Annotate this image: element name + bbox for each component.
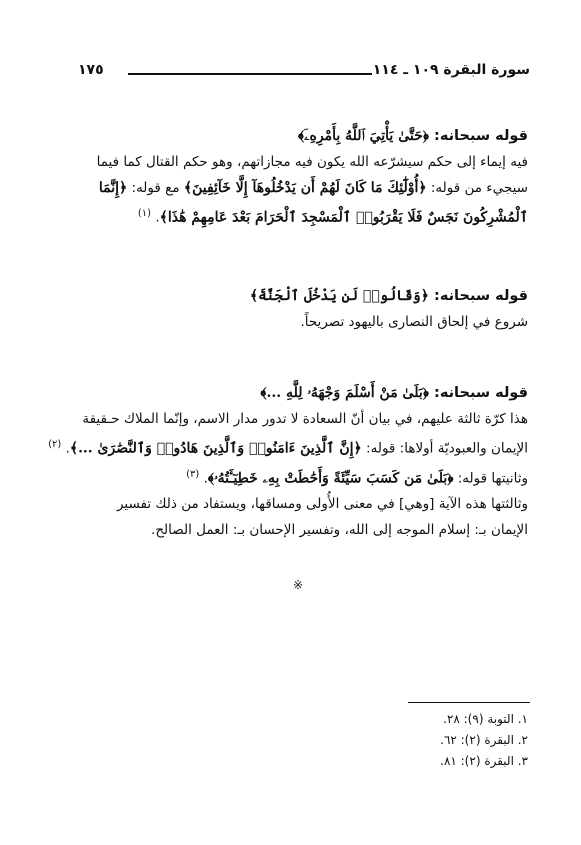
quran-verse: ﴿إِنَّ ٱلَّذِينَ ءَامَنُوا۟ وَٱلَّذِينَ هَادُوا۟ وَٱلنَّصَٰرَىٰ ...﴾ <box>69 440 362 457</box>
quran-verse: ﴿إِنَّمَا <box>98 180 128 196</box>
quran-verse: ٱلْمُشْرِكُونَ نَجَسٌ فَلَا يَقْرَبُوا۟ ٱلْمَسْجِدَ ٱلْحَرَامَ بَعْدَ عَامِهِمْ هَٰذَا﴾ <box>159 209 528 226</box>
footnote-ref: (٢) <box>48 439 62 450</box>
footnote-item: ٣. البقرة (٢): ٨١. <box>440 754 528 768</box>
section-heading: قوله سبحانه: ﴿وَقَالُوا۟ لَن يَدْخُلَ ٱلْجَنَّةَ﴾ <box>249 288 528 304</box>
text-line: هذا كرّة ثالثة عليهم، في بيان أنّ السعادة لا تدور مدار الاسم، وإنّما الملاك حـقيقة <box>82 411 528 427</box>
text-line: شروع في إلحاق النصارى باليهود تصريحاً. <box>300 314 528 330</box>
quran-verse: ﴿حَتَّىٰ يَأْتِيَ ٱللَّهُ بِأَمْرِهِۦٓ﴾ <box>298 128 429 144</box>
footnote-item: ٢. البقرة (٢): ٦٢. <box>440 733 528 747</box>
header-rule <box>128 73 372 75</box>
footnotes <box>328 709 528 772</box>
quran-verse: ﴿أُوْلَٰٓئِكَ مَا كَانَ لَهُمْ أَن يَدْخُلُوهَآ إِلَّا خَآئِفِينَ﴾ <box>183 180 427 196</box>
quran-verse: ﴿بَلَىٰ مَن كَسَبَ سَيِّئَةً وَأَحَٰطَتْ بِهِۦ خَطِيٓـَٔتُهُۥ﴾ <box>207 470 454 486</box>
footnote-ref: (١) <box>137 208 152 219</box>
footnote-ref: (٣) <box>186 468 200 480</box>
section-heading: قوله سبحانه: ﴿حَتَّىٰ يَأْتِيَ ٱللَّهُ بِأَمْرِهِۦٓ﴾ <box>298 128 528 144</box>
footnote-rule <box>408 702 530 703</box>
text-line: وثالثتها هذه الآية [وهي] في معنى الأُولى ومساقها، ويستفاد من ذلك تفسير <box>116 496 528 512</box>
section-heading: قوله سبحانه: ﴿بَلَىٰ مَنْ أَسْلَمَ وَجْهَهُۥ لِلَّهِ ...﴾ <box>260 385 528 401</box>
text-line: الإيمان بـ: إسلام الموجه إلى الله، وتفسير الإحسان بـ: العمل الصالح. <box>151 522 528 538</box>
quran-verse: ﴿وَقَالُوا۟ لَن يَدْخُلَ ٱلْجَنَّةَ﴾ <box>249 288 429 304</box>
text-line: الإيمان والعبوديّة أولاها: قوله: ﴿إِنَّ ٱلَّذِينَ ءَامَنُوا۟ وَٱلَّذِينَ هَادُوا۟ وَٱلنَّصَٰرَىٰ ...﴾. $^{(٢)}$ <box>48 439 528 457</box>
commentary-section-1 <box>72 123 528 231</box>
section-ornament: ※ <box>293 578 304 592</box>
surah-title: سورة البقرة ١٠٩ ـ ١١٤ <box>372 62 530 78</box>
text-line: سيجيء من قوله: ﴿أُوْلَٰٓئِكَ مَا كَانَ لَهُمْ أَن يَدْخُلُوهَآ إِلَّا خَآئِفِينَ﴾ مع قوله: ﴿إِنَّمَا <box>98 180 528 196</box>
text-line: وثانيتها قوله: ﴿بَلَىٰ مَن كَسَبَ سَيِّئَةً وَأَحَٰطَتْ بِهِۦ خَطِيٓـَٔتُهُۥ﴾. $^{(٣)}$ <box>186 468 528 486</box>
commentary-section-3 <box>48 380 528 543</box>
commentary-section-2 <box>72 283 528 335</box>
page-number: ١٧٥ <box>78 62 104 78</box>
quran-verse: ﴿بَلَىٰ مَنْ أَسْلَمَ وَجْهَهُۥ لِلَّهِ ...﴾ <box>260 385 429 401</box>
text-line: ٱلْمُشْرِكُونَ نَجَسٌ فَلَا يَقْرَبُوا۟ ٱلْمَسْجِدَ ٱلْحَرَامَ بَعْدَ عَامِهِمْ هَٰذَا﴾. $^{(١)}$ <box>137 208 528 226</box>
footnote-item: ١. التوبة (٩): ٢٨. <box>443 712 528 726</box>
running-header <box>78 62 530 84</box>
text-line: فيه إيماء إلى حكم سيشرّعه الله يكون فيه مجازاتهم، وهو حكم القتال كما فيما <box>96 154 528 170</box>
